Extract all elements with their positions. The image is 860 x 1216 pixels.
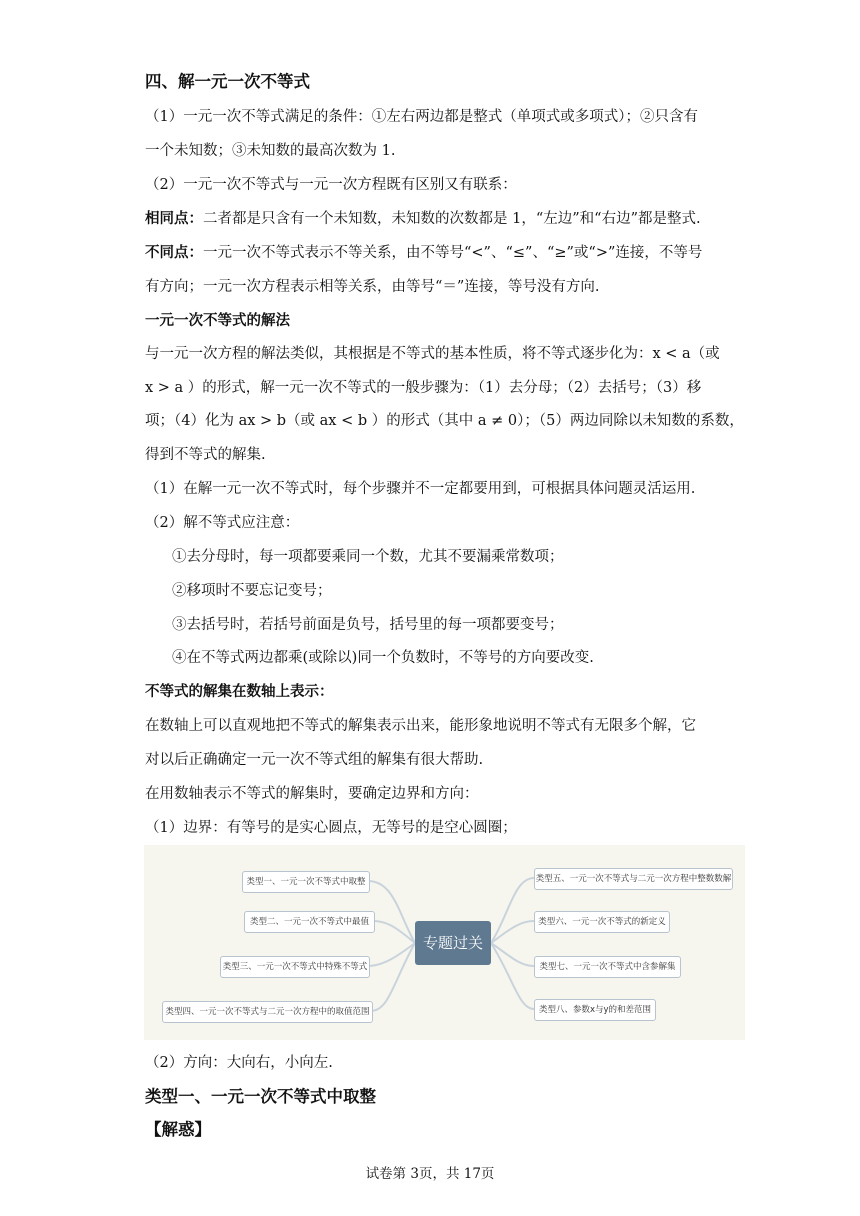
paragraph-relation: （2）一元一次不等式与一元一次方程既有区别又有联系： xyxy=(145,177,517,193)
mindmap-node-type3: 类型三、一元一次不等式中特殊不等式 xyxy=(220,956,370,978)
diff-label: 不同点： xyxy=(145,245,203,261)
mindmap-node-type2: 类型二、一元一次不等式中最值 xyxy=(244,911,375,933)
tip-item: ①去分母时，每一项都要乘同一个数，尤其不要漏乘常数项； xyxy=(172,549,564,565)
direction-rule: （2）方向：大向右，小向左. xyxy=(145,1055,333,1071)
page-footer: 试卷第 3页，共 17页 xyxy=(365,1166,495,1182)
mind-map xyxy=(144,845,745,1040)
same-text: 二者都是只含有一个未知数，未知数的次数都是 1，“左边”和“右边”都是整式. xyxy=(203,211,701,227)
note-1: （1）在解一元一次不等式时，每个步骤并不一定都要用到，可根据具体问题灵活运用. xyxy=(145,481,696,497)
jiehuo-heading: 【解惑】 xyxy=(145,1120,211,1139)
tip-item: ④在不等式两边都乘(或除以)同一个负数时，不等号的方向要改变. xyxy=(172,650,594,666)
method-line-2: x > a ）的形式，解一元一次不等式的一般步骤为：（1）去分母；（2）去括号；（3）移 xyxy=(145,380,702,396)
tip-item: ②移项时不要忘记变号； xyxy=(172,583,332,599)
axis-line-3: 在用数轴表示不等式的解集时，要确定边界和方向： xyxy=(145,786,479,802)
mindmap-node-type6: 类型六、一元一次不等式的新定义 xyxy=(534,911,670,933)
section-title: 四、解一元一次不等式 xyxy=(145,72,310,91)
method-line-3: 项；（4）化为 ax > b（或 ax < b ）的形式（其中 a ≠ 0）；（5）两边同除以未知数的系数， xyxy=(145,413,744,429)
same-label: 相同点： xyxy=(145,211,203,227)
axis-line-4: （1）边界：有等号的是实心圆点，无等号的是空心圆圈； xyxy=(145,820,517,836)
diff-point xyxy=(145,243,702,263)
note-2: （2）解不等式应注意： xyxy=(145,515,300,531)
mindmap-node-type4: 类型四、一元一次不等式与二元一次方程中的取值范围 xyxy=(162,1001,373,1023)
same-point xyxy=(145,209,701,229)
mindmap-node-type8: 类型八、参数x与y的和差范围 xyxy=(534,999,656,1021)
diff-text: 一元一次不等式表示不等关系，由不等号“<”、“≤”、“≥”或“>”连接，不等号 xyxy=(203,245,703,261)
axis-line-2: 对以后正确确定一元一次不等式组的解集有很大帮助. xyxy=(145,752,484,768)
axis-line-1: 在数轴上可以直观地把不等式的解集表示出来，能形象地说明不等式有无限多个解，它 xyxy=(145,718,696,734)
type1-title: 类型一、一元一次不等式中取整 xyxy=(145,1087,376,1106)
method-line-4: 得到不等式的解集. xyxy=(145,447,266,463)
paragraph-conditions-cont: 一个未知数；③未知数的最高次数为 1. xyxy=(145,143,396,159)
mindmap-center: 专题过关 xyxy=(415,921,491,965)
axis-title: 不等式的解集在数轴上表示： xyxy=(145,684,334,700)
method-title: 一元一次不等式的解法 xyxy=(145,313,290,329)
tip-item: ③去括号时，若括号前面是负号，括号里的每一项都要变号； xyxy=(172,617,564,633)
method-line-1: 与一元一次方程的解法类似，其根据是不等式的基本性质，将不等式逐步化为：x < a（或 xyxy=(145,346,720,362)
mindmap-node-type7: 类型七、一元一次不等式中含参解集 xyxy=(534,956,681,978)
mindmap-node-type1: 类型一、一元一次不等式中取整 xyxy=(242,871,370,893)
paragraph-conditions: （1）一元一次不等式满足的条件：①左右两边都是整式（单项式或多项式）；②只含有 xyxy=(145,109,698,125)
mindmap-node-type5: 类型五、一元一次不等式与二元一次方程中整数数解 xyxy=(534,868,733,890)
diff-point-cont: 有方向；一元一次方程表示相等关系，由等号“＝”连接，等号没有方向. xyxy=(145,279,600,295)
